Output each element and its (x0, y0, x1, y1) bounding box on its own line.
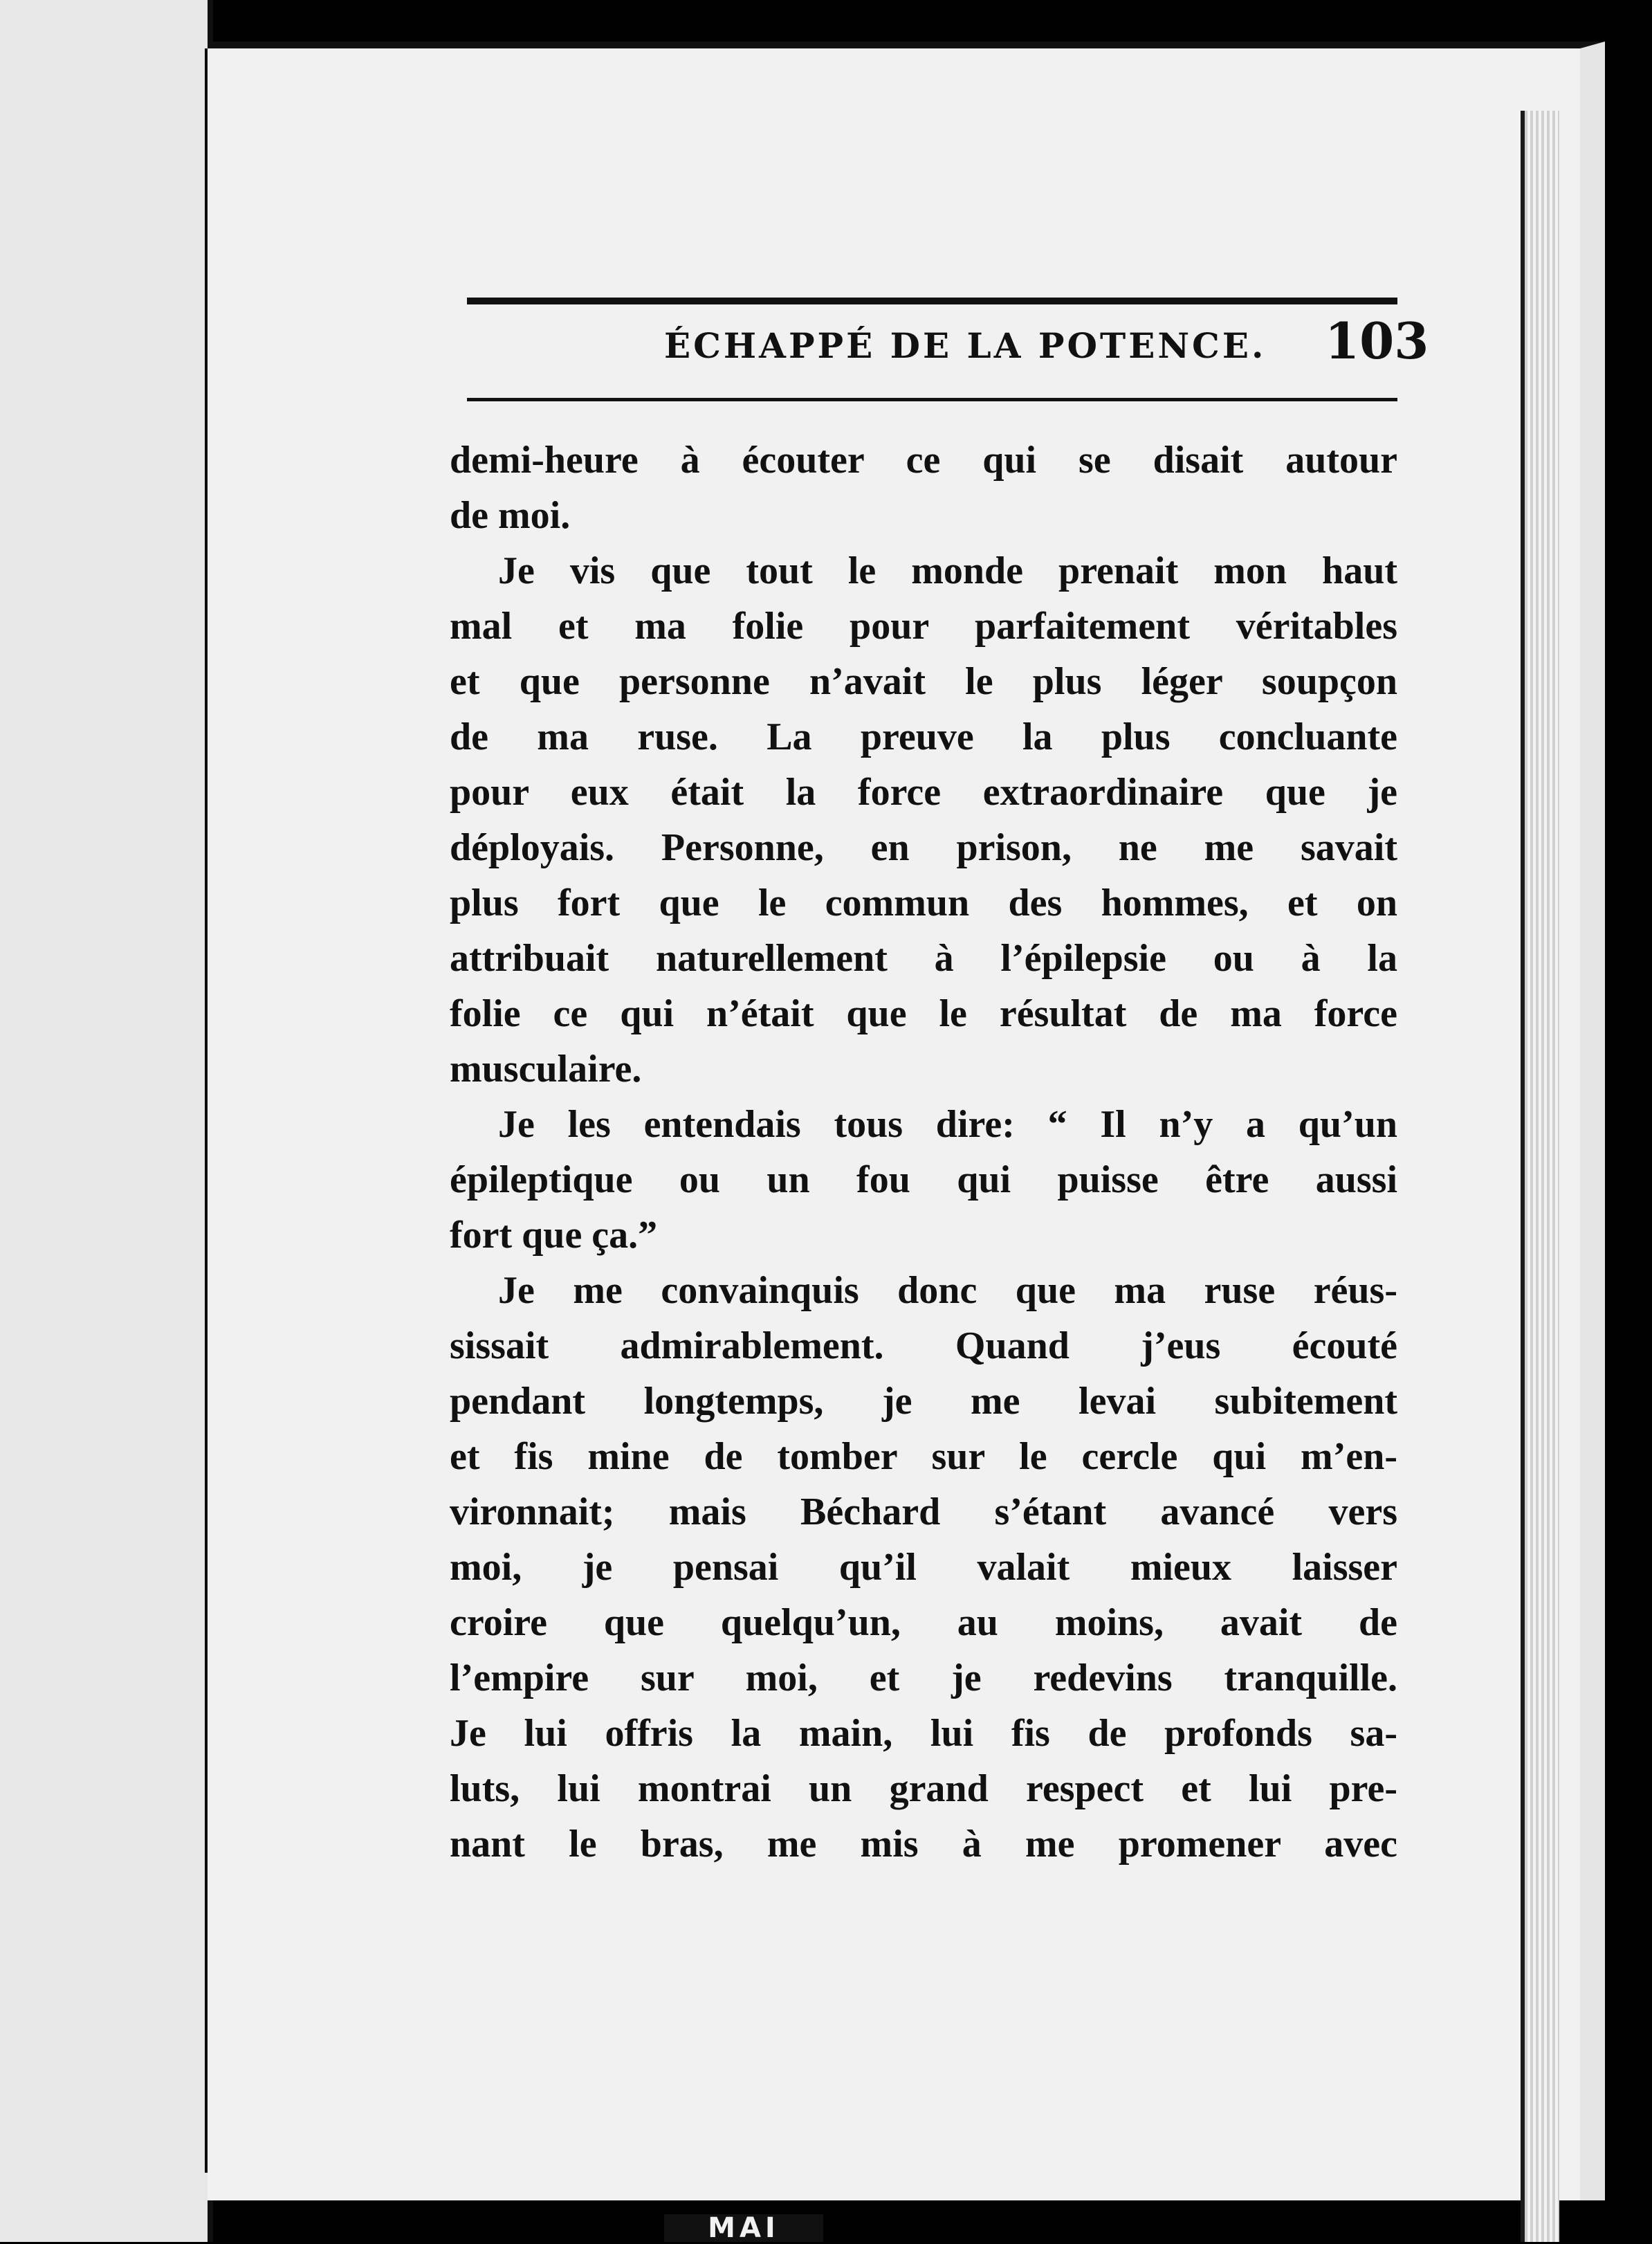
text-line: folie ce qui n’était que le résultat de ma force (450, 992, 1397, 1035)
text-line: pendant longtemps, je me levai subitement (450, 1380, 1397, 1423)
body-text (450, 432, 1397, 1872)
text-line: Je me convainquis donc que ma ruse réus- (498, 1269, 1397, 1312)
text-line: épileptique ou un fou qui puisse être aussi (450, 1158, 1397, 1201)
library-stamp: MAI (664, 2214, 823, 2242)
page-edge (1521, 111, 1559, 2242)
text-line: demi-heure à écouter ce qui se disait autour (450, 439, 1397, 482)
text-line: et fis mine de tomber sur le cercle qui m’en- (450, 1435, 1397, 1478)
text-line: mal et ma folie pour parfaitement véritables (450, 605, 1397, 648)
header-rule-top (467, 298, 1397, 304)
text-line: vironnait; mais Béchard s’étant avancé vers (450, 1490, 1397, 1533)
text-line: moi, je pensai qu’il valait mieux laisser (450, 1546, 1397, 1589)
text-line: déployais. Personne, en prison, ne me savait (450, 826, 1397, 869)
text-line: Je les entendais tous dire: “ Il n’y a qu’un (498, 1103, 1397, 1146)
text-line: sissait admirablement. Quand j’eus écouté (450, 1324, 1397, 1367)
text-line: Je vis que tout le monde prenait mon haut (498, 549, 1397, 592)
running-title: ÉCHAPPÉ DE LA POTENCE. (664, 325, 1267, 366)
text-line: attribuait naturellement à l’épilepsie ou à la (450, 937, 1397, 980)
facing-page (0, 0, 213, 2242)
text-line: plus fort que le commun des hommes, et on (450, 882, 1397, 924)
text-line: pour eux était la force extraordinaire que je (450, 771, 1397, 814)
text-line: de ma ruse. La preuve la plus concluante (450, 715, 1397, 758)
text-line: Je lui offris la main, lui fis de profonds sa- (450, 1712, 1397, 1755)
page-number: 103 (1325, 311, 1429, 370)
text-line: l’empire sur moi, et je redevins tranquille. (450, 1657, 1397, 1699)
text-line: musculaire. (450, 1048, 642, 1091)
text-line: et que personne n’avait le plus léger soupçon (450, 660, 1397, 703)
text-line: croire que quelqu’un, au moins, avait de (450, 1601, 1397, 1644)
text-line: fort que ça.” (450, 1214, 658, 1257)
text-line: de moi. (450, 494, 571, 537)
text-line: luts, lui montrai un grand respect et lui pre- (450, 1767, 1397, 1810)
text-line: nant le bras, me mis à me promener avec (450, 1823, 1397, 1866)
header-rule-bottom (467, 398, 1397, 401)
